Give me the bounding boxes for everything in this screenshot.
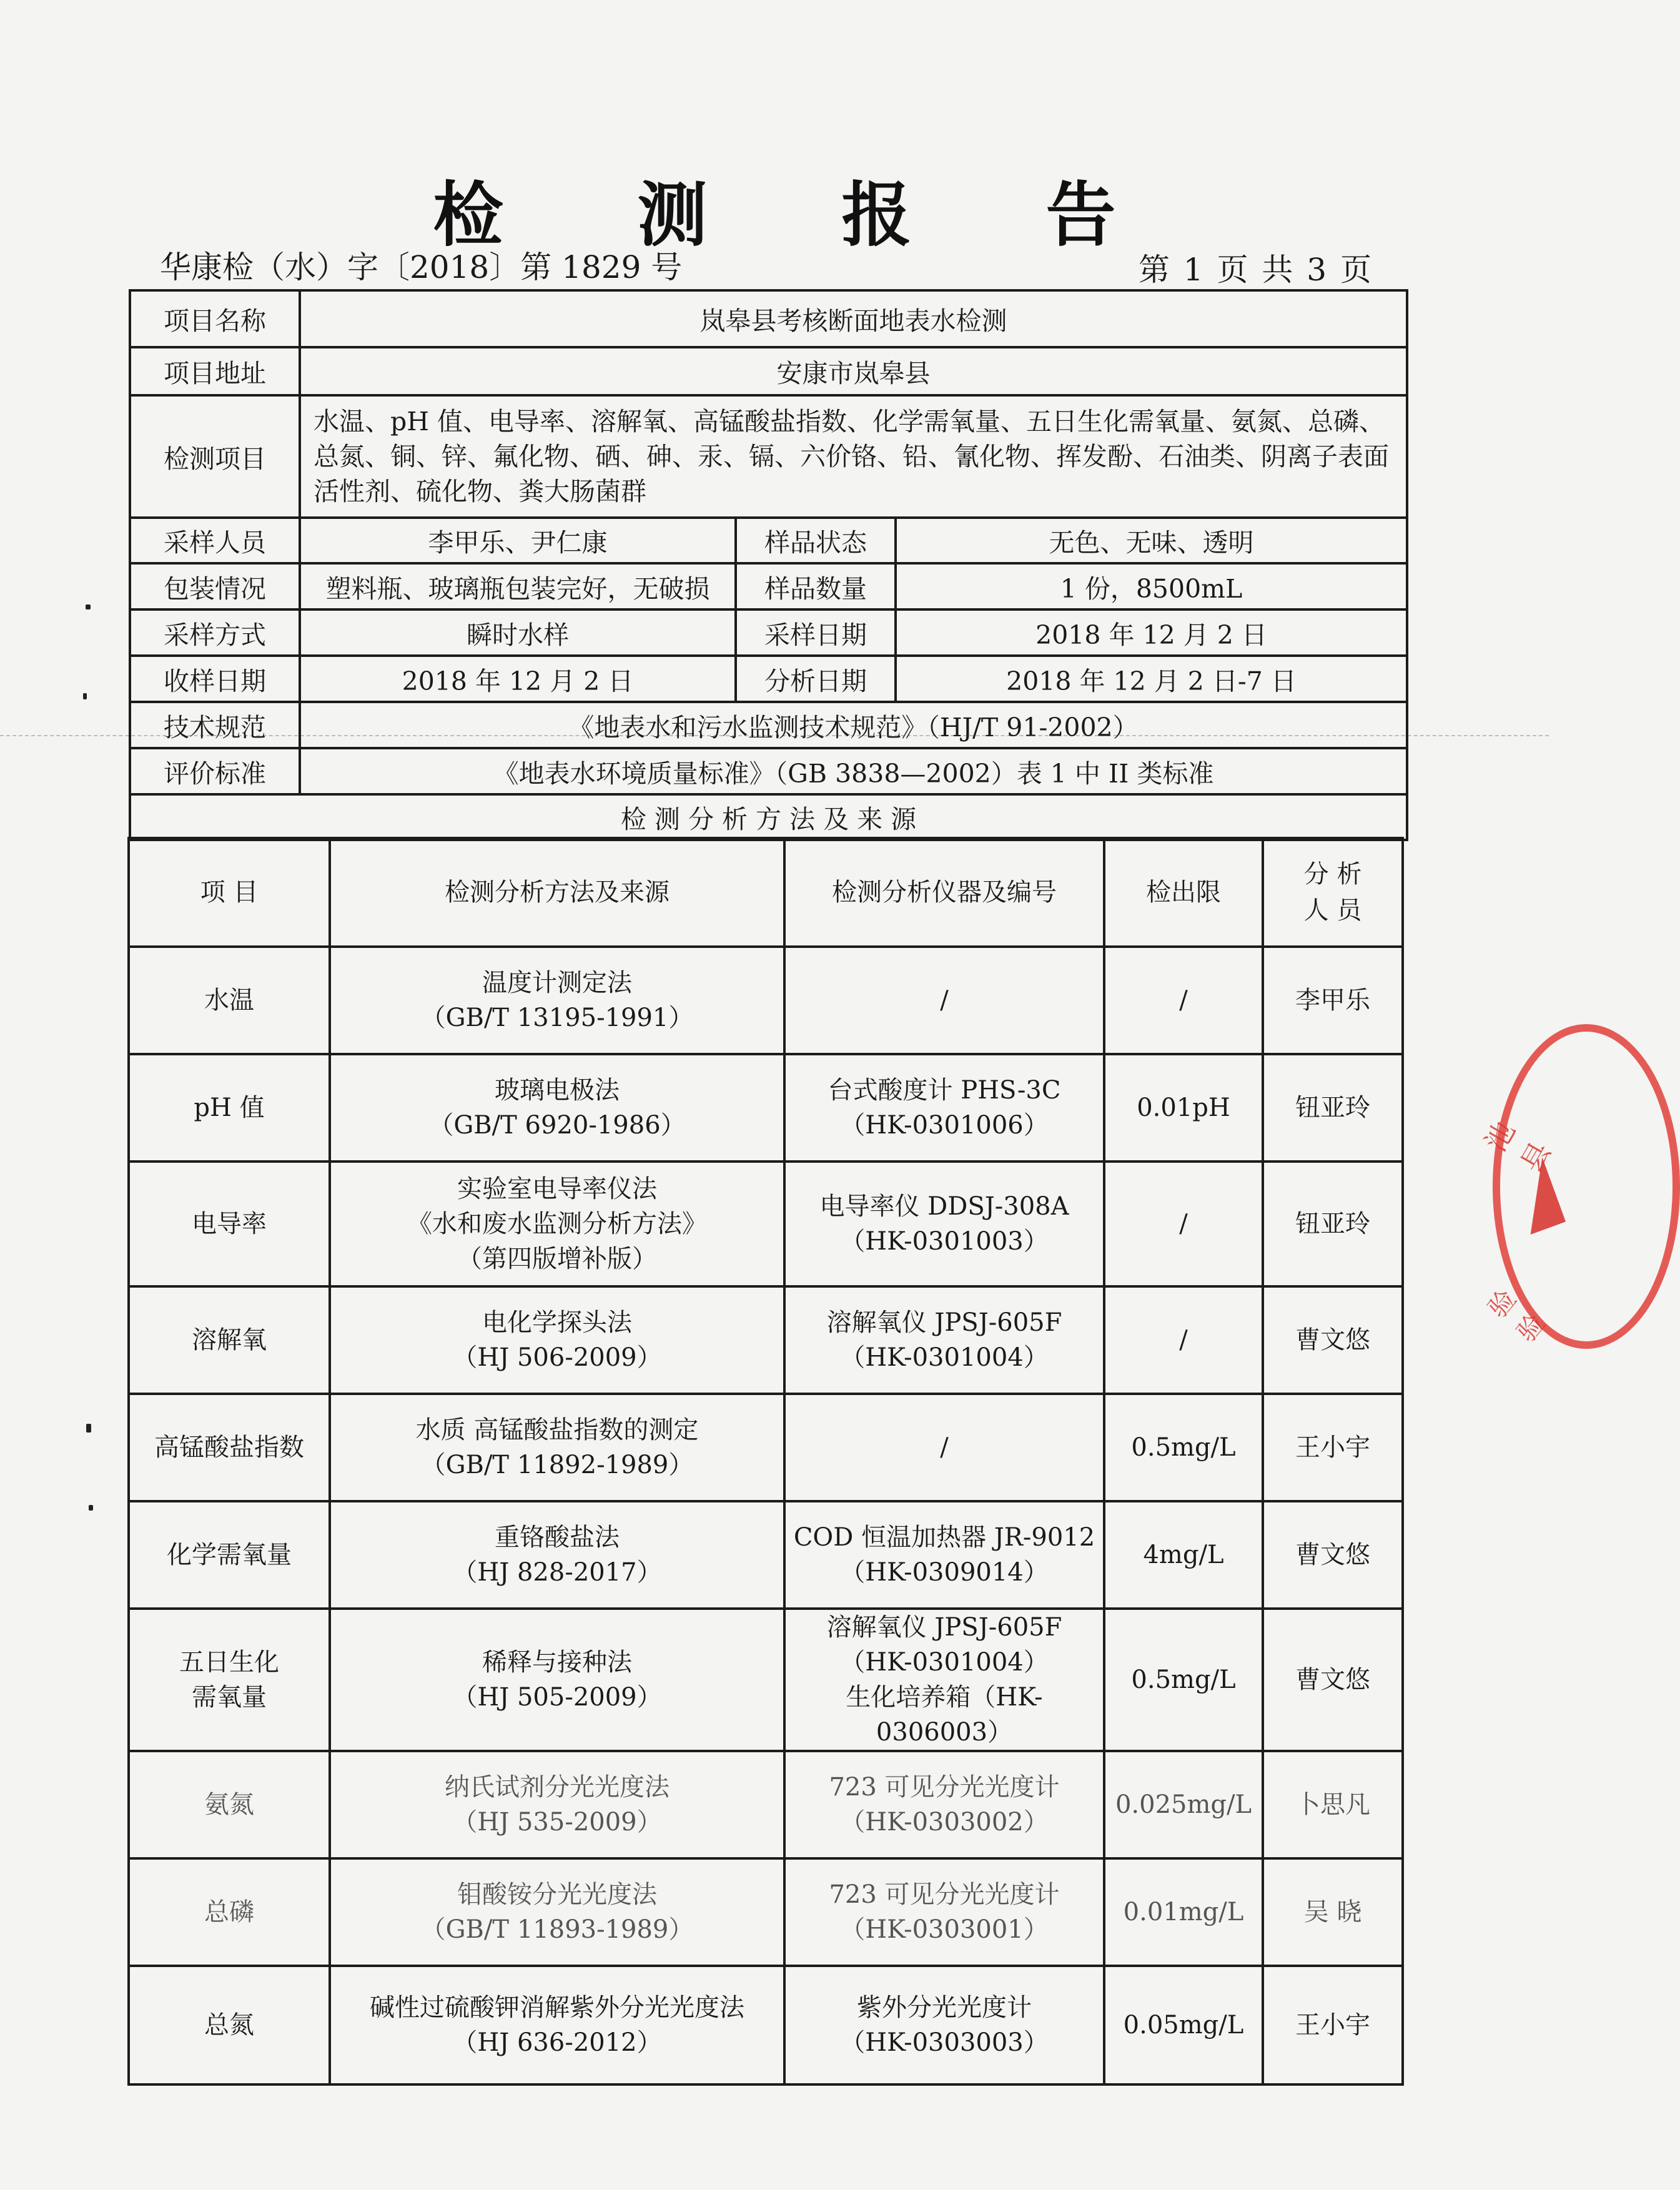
instrument-line: / [940,1433,949,1462]
info-row [130,563,1407,609]
instrument-line: （HK-0301003） [840,1227,1049,1256]
label-sample-state: 样品状态 [736,518,896,563]
row-instrument [784,1054,1104,1162]
row-limit: / [1104,1286,1263,1394]
row-item: 氨氮 [129,1751,330,1858]
info-row [130,748,1407,794]
instrument-line: 723 可见分光光度计 [829,1773,1060,1802]
row-method [330,1751,784,1858]
method-row [129,1054,1403,1162]
packaging: 塑料瓶、玻璃瓶包装完好，无破损 [300,563,736,609]
method-row [129,1751,1403,1858]
row-analyst: 王小宇 [1263,1966,1403,2084]
instrument-line: （HK-0303002） [840,1808,1049,1837]
row-instrument [784,1162,1104,1286]
row-method [330,1858,784,1966]
method-line: （GB/T 6920-1986） [428,1111,686,1140]
seal-text-bottom: 验验 [1481,1283,1551,1348]
row-item: 化学需氧量 [129,1501,330,1609]
row-analyst: 曹文悠 [1263,1501,1403,1609]
method-line: 碱性过硫酸钾消解紫外分光光度法 [370,1993,744,2022]
label-project-address: 项目地址 [130,347,300,395]
project-address: 安康市岚皋县 [300,347,1407,395]
instrument-line: （HK-0309014） [840,1558,1049,1587]
label-project-name: 项目名称 [130,290,300,347]
method-line: 温度计测定法 [482,969,632,997]
methods-table [127,837,1404,2086]
method-line: （HJ 506-2009） [452,1343,662,1372]
method-row [129,1394,1403,1501]
instrument-line: 生化培养箱（HK-0306003） [846,1683,1043,1747]
info-row [130,609,1407,656]
row-instrument [784,1966,1104,2084]
row-item: 总氮 [129,1966,330,2084]
row-limit: 0.5mg/L [1104,1609,1263,1751]
info-row [130,794,1407,840]
row-item: pH 值 [129,1054,330,1162]
row-limit: / [1104,947,1263,1054]
label-eval-std: 评价标准 [130,748,300,794]
info-row [130,518,1407,563]
sampler: 李甲乐、尹仁康 [300,518,736,563]
row-method [330,1286,784,1394]
row-method [330,947,784,1054]
row-analyst: 王小宇 [1263,1394,1403,1501]
sampling-method: 瞬时水样 [300,609,736,656]
row-analyst: 钮亚玲 [1263,1054,1403,1162]
row-instrument [784,1394,1104,1501]
tech-spec: 《地表水和污水监测技术规范》（HJ/T 91-2002） [300,702,1407,748]
scan-speck [83,693,87,699]
instrument-line: （HK-0301004） [840,1648,1049,1677]
method-line: （GB/T 11893-1989） [420,1915,694,1944]
method-line: 实验室电导率仪法 [457,1175,657,1203]
method-line: 水质 高锰酸盐指数的测定 [415,1416,699,1444]
info-row [130,290,1407,347]
instrument-line: （HK-0303003） [840,2028,1049,2057]
label-sample-qty: 样品数量 [736,563,896,609]
header-instrument: 检测分析仪器及编号 [784,838,1104,947]
method-row [129,1501,1403,1609]
method-row [129,947,1403,1054]
method-line: 稀释与接种法 [482,1648,632,1677]
method-row [129,1609,1403,1751]
info-row [130,347,1407,395]
label-sampling-method: 采样方式 [130,609,300,656]
sample-qty: 1 份，8500mL [896,563,1407,609]
info-row [130,395,1407,518]
header-analyst-line: 分 析 [1303,860,1362,889]
label-test-items: 检测项目 [130,395,300,518]
header-analyst-line: 人 员 [1303,896,1362,925]
eval-std: 《地表水环境质量标准》（GB 3838—2002）表 1 中 II 类标准 [300,748,1407,794]
label-receipt-date: 收样日期 [130,656,300,702]
row-limit: 4mg/L [1104,1501,1263,1609]
label-packaging: 包装情况 [130,563,300,609]
method-line: 《水和废水监测分析方法》 [407,1210,707,1238]
method-row [129,1286,1403,1394]
method-row [129,1858,1403,1966]
project-name: 岚皋县考核断面地表水检测 [300,290,1407,347]
label-sampling-date: 采样日期 [736,609,896,656]
info-row [130,702,1407,748]
row-method [330,1054,784,1162]
document-number: 华康检（水）字〔2018〕第 1829 号 [160,249,683,285]
seal-text-top: 池县 [1478,1115,1558,1178]
instrument-line: COD 恒温加热器 JR-9012 [793,1523,1095,1552]
row-method [330,1609,784,1751]
page-info: 第 1 页 共 3 页 [1138,252,1371,288]
row-limit: 0.01mg/L [1104,1858,1263,1966]
row-instrument [784,947,1104,1054]
row-limit: / [1104,1162,1263,1286]
method-line: （GB/T 11892-1989） [420,1451,694,1479]
item-line: 五日生化 [179,1648,279,1677]
row-analyst: 曹文悠 [1263,1286,1403,1394]
row-item: 高锰酸盐指数 [129,1394,330,1501]
row-limit: 0.01pH [1104,1054,1263,1162]
sample-info-table [129,289,1408,841]
row-item: 电导率 [129,1162,330,1286]
info-row [130,656,1407,702]
row-instrument [784,1609,1104,1751]
method-line: （第四版增补版） [457,1245,657,1273]
analysis-date: 2018 年 12 月 2 日-7 日 [896,656,1407,702]
row-instrument [784,1501,1104,1609]
instrument-line: 电导率仪 DDSJ-308A [819,1192,1069,1221]
header-item: 项 目 [129,838,330,947]
instrument-line: / [940,986,949,1015]
instrument-line: 723 可见分光光度计 [829,1880,1060,1909]
header-method: 检测分析方法及来源 [330,838,784,947]
row-instrument [784,1286,1104,1394]
row-limit: 0.5mg/L [1104,1394,1263,1501]
method-line: 重铬酸盐法 [495,1523,620,1552]
method-line: （HJ 828-2017） [452,1558,662,1587]
method-line: （GB/T 13195-1991） [420,1004,694,1032]
row-instrument [784,1858,1104,1966]
row-analyst: 曹文悠 [1263,1609,1403,1751]
header-limit: 检出限 [1104,838,1263,947]
item-line: 需氧量 [192,1683,267,1712]
scan-speck [86,1424,91,1433]
methods-header-row [129,838,1403,947]
sampling-date: 2018 年 12 月 2 日 [896,609,1407,656]
method-line: （HJ 636-2012） [452,2028,662,2057]
label-analysis-date: 分析日期 [736,656,896,702]
method-row [129,1966,1403,2084]
instrument-line: 溶解氧仪 JPSJ-605F [826,1308,1062,1337]
instrument-line: 台式酸度计 PHS-3C [828,1076,1061,1105]
instrument-line: 紫外分光光度计 [857,1993,1032,2022]
row-method [330,1501,784,1609]
row-analyst: 卜思凡 [1263,1751,1403,1858]
test-items: 水温、pH 值、电导率、溶解氧、高锰酸盐指数、化学需氧量、五日生化需氧量、氨氮、总磷、总氮、铜、锌、氟化物、硒、砷、汞、镉、六价铬、铅、氰化物、挥发酚、石油类、阴离子表面活性剂、硫化物、粪大肠菌群 [300,395,1407,518]
row-method [330,1162,784,1286]
instrument-line: （HK-0301004） [840,1343,1049,1372]
row-item: 水温 [129,947,330,1054]
method-line: 玻璃电极法 [495,1076,620,1105]
method-line: （HJ 535-2009） [452,1808,662,1837]
label-sampler: 采样人员 [130,518,300,563]
row-analyst: 李甲乐 [1263,947,1403,1054]
method-line: 钼酸铵分光光度法 [457,1880,657,1909]
sample-state: 无色、无味、透明 [896,518,1407,563]
row-limit: 0.025mg/L [1104,1751,1263,1858]
row-item [129,1609,330,1751]
method-line: 纳氏试剂分光光度法 [445,1773,670,1802]
instrument-line: （HK-0303001） [840,1915,1049,1944]
row-analyst: 钮亚玲 [1263,1162,1403,1286]
method-row [129,1162,1403,1286]
row-method [330,1394,784,1501]
row-item: 总磷 [129,1858,330,1966]
receipt-date: 2018 年 12 月 2 日 [300,656,736,702]
label-tech-spec: 技术规范 [130,702,300,748]
method-line: （HJ 505-2009） [452,1683,662,1712]
row-analyst: 吴 晓 [1263,1858,1403,1966]
method-line: 电化学探头法 [482,1308,632,1337]
scan-speck [86,604,91,609]
row-method [330,1966,784,2084]
row-item: 溶解氧 [129,1286,330,1394]
row-limit: 0.05mg/L [1104,1966,1263,2084]
scan-speck [89,1505,93,1511]
instrument-line: 溶解氧仪 JPSJ-605F [826,1613,1062,1642]
row-instrument [784,1751,1104,1858]
section-title: 检 测 分 析 方 法 及 来 源 [130,794,1407,840]
header-analyst [1263,838,1403,947]
instrument-line: （HK-0301006） [840,1111,1049,1140]
report-title: 检 测 报 告 [433,174,1171,256]
